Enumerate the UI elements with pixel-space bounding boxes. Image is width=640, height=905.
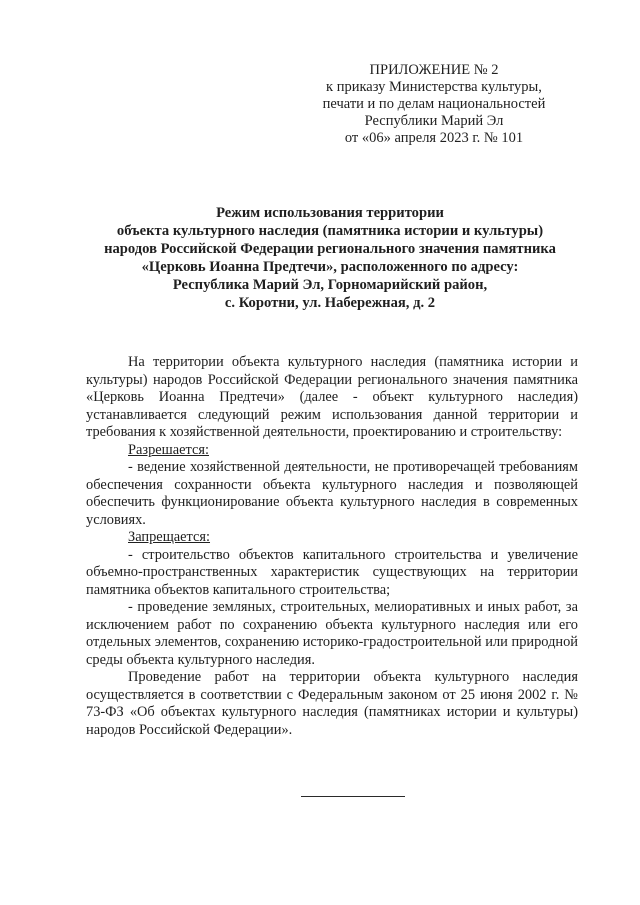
appendix-number: ПРИЛОЖЕНИЕ № 2 [369,62,499,78]
closing-paragraph: Проведение работ на территории объекта культурного наследия осуществляется в соответствии с Федеральным законом от 25 июня 2002 г. № 73-ФЗ «Об объектах культурного наследия (памятниках истории и культуры) народов Российской Федерации». [86,669,578,738]
allowed-item: - ведение хозяйственной деятельности, не противоречащей требованиям обеспечения сохранности объекта культурного наследия и позволяющей обеспечить функционирование объекта культурного наследия в современных условиях. [86,459,578,528]
title-line: народов Российской Федерации регионального значения памятника [104,241,556,257]
prohibited-item: - проведение земляных, строительных, мелиоративных и иных работ, за исключением работ по сохранению объекта культурного наследия или его отдельных элементов, сохранению историко-градостроительной или природной среды объекта культурного наследия. [86,599,578,668]
title-line: Республика Марий Эл, Горномарийский район, [172,277,488,293]
appendix-ministry-line: печати и по делам национальностей [322,96,546,112]
appendix-header [300,62,568,147]
title-line: с. Коротни, ул. Набережная, д. 2 [224,295,436,311]
prohibited-item: - строительство объектов капитального строительства и увеличение объемно-пространственных характеристик существующих на территории памятника объектов капитального строительства; [86,546,578,598]
prohibited-heading: Запрещается: [128,529,211,545]
document-title [60,204,600,312]
appendix-order-line: к приказу Министерства культуры, [326,79,542,95]
title-line: объекта культурного наследия (памятника истории и культуры) [116,223,544,239]
appendix-republic-line: Республики Марий Эл [364,113,504,129]
intro-paragraph: На территории объекта культурного наследия (памятника истории и культуры) народов Российской Федерации регионального значения памятника «Церковь Иоанна Предтечи» (далее - объект культурного наследия) устанавливается следующий режим использования данной территории и требования к хозяйственной деятельности, проектированию и строительству: [86,354,578,440]
title-line: Режим использования территории [216,205,444,221]
title-line: «Церковь Иоанна Предтечи», расположенного по адресу: [141,259,519,275]
document-body [86,354,578,739]
appendix-date-line: от «06» апреля 2023 г. № 101 [344,130,524,146]
allowed-heading: Разрешается: [128,441,209,458]
signature-underline [301,796,405,797]
